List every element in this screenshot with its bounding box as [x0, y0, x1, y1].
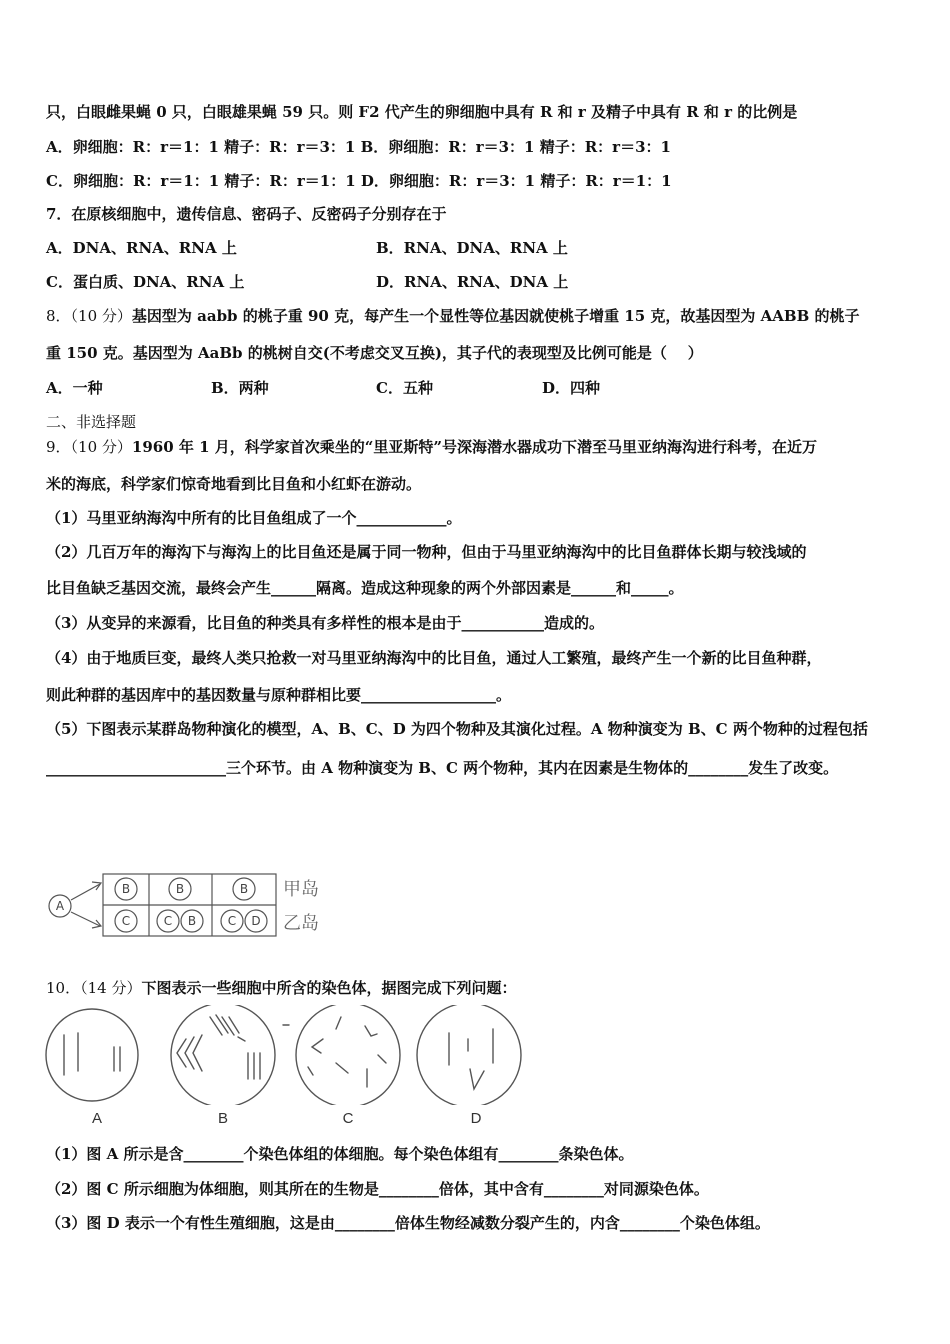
q10-stem-text: 下图表示一些细胞中所含的染色体，据图完成下列问题：	[141, 979, 517, 997]
q10-score: （14 分）	[80, 979, 142, 997]
q9-score: （10 分）	[70, 438, 132, 456]
q10-number: 10．	[46, 979, 81, 997]
q8-number: 8．	[46, 307, 71, 325]
species-label: B	[175, 882, 185, 896]
q7-option-b: B．RNA、DNA、RNA 上	[376, 239, 568, 257]
q9-part-2-line-1: （2）几百万年的海沟下与海沟上的比目鱼还是属于同一物种，但由于马里亚纳海沟中的比目鱼群体长期与较浅域的	[46, 543, 807, 561]
cell-a	[46, 1009, 138, 1101]
q9-part-4-line-2: 则此种群的基因库中的基因数量与原种群相比要__________________。	[46, 686, 512, 704]
q7-option-d: D．RNA、RNA、DNA 上	[376, 273, 569, 291]
species-label: B	[239, 882, 249, 896]
q7-stem: 7．在原核细胞中，遗传信息、密码子、反密码子分别存在于	[46, 205, 447, 223]
q9-part-5-line-1: （5）下图表示某群岛物种演化的模型，A、B、C、D 为四个物种及其演化过程。A 物种演变为 B、C 两个物种的过程包括	[46, 720, 868, 738]
q9-stem-line-1	[46, 437, 817, 457]
q8-option-b: B．两种	[211, 379, 269, 397]
q9-part-1: （1）马里亚纳海沟中所有的比目鱼组成了一个____________。	[46, 509, 462, 527]
q8-option-d: D．四种	[542, 379, 601, 397]
section-title-non-choice: 二、非选择题	[46, 413, 137, 431]
species-label: D	[251, 914, 261, 928]
species-a-label: A	[55, 899, 65, 913]
species-label: C	[121, 914, 131, 928]
species-label: C	[163, 914, 173, 928]
island-jia-label: 甲岛	[283, 879, 319, 900]
q8-score: （10 分）	[70, 307, 132, 325]
cell-c	[296, 1005, 400, 1105]
q6-options-cd: C．卵细胞：R：r＝1：1 精子：R：r＝1：1 D．卵细胞：R：r＝3：1 精子：R：r＝1：1	[46, 172, 672, 190]
q6-stem-continuation: 只，白眼雌果蝇 0 只，白眼雄果蝇 59 只。则 F2 代产生的卵细胞中具有 R 和 r 及精子中具有 R 和 r 的比例是	[46, 103, 798, 121]
cell-c-caption: C	[342, 1110, 354, 1127]
species-label: B	[121, 882, 131, 896]
chromosome-cells-figure	[40, 1005, 530, 1105]
q10-part-1: （1）图 A 所示是含________个染色体组的体细胞。每个染色体组有________条染色体。	[46, 1145, 634, 1163]
cell-d-caption: D	[470, 1110, 482, 1127]
species-label: B	[187, 914, 197, 928]
q10-part-2: （2）图 C 所示细胞为体细胞，则其所在的生物是________倍体，其中含有________对同源染色体。	[46, 1180, 709, 1198]
q9-stem-1: 1960 年 1 月，科学家首次乘坐的“里亚斯特”号深海潜水器成功下潜至马里亚纳海沟进行科考，在近万	[131, 438, 818, 456]
cell-a-caption: A	[91, 1110, 102, 1127]
island-evolution-diagram	[40, 866, 340, 942]
cell-b-caption: B	[217, 1110, 228, 1127]
q8-stem-line-2: 重 150 克。基因型为 AaBb 的桃树自交(不考虑交叉互换)，其子代的表现型及比例可能是（ ）	[46, 344, 703, 362]
q9-part-3: （3）从变异的来源看，比目鱼的种类具有多样性的根本是由于___________造成的。	[46, 614, 604, 632]
island-yi-label: 乙岛	[283, 913, 319, 934]
cell-d	[417, 1005, 521, 1105]
q10-stem	[46, 978, 516, 998]
q8-option-c: C．五种	[376, 379, 433, 397]
q6-options-ab: A．卵细胞：R：r＝1：1 精子：R：r＝3：1 B．卵细胞：R：r＝3：1 精子：R：r＝3：1	[46, 138, 671, 156]
q9-stem-line-2: 米的海底，科学家们惊奇地看到比目鱼和小红虾在游动。	[46, 475, 422, 493]
q7-option-c: C．蛋白质、DNA、RNA 上	[46, 273, 245, 291]
q7-option-a: A．DNA、RNA、RNA 上	[46, 239, 237, 257]
q8-option-a: A．一种	[46, 379, 103, 397]
species-label: C	[227, 914, 237, 928]
q9-number: 9．	[46, 438, 71, 456]
q9-part-5-line-2: ________________________三个环节。由 A 物种演变为 B、C 两个物种，其内在因素是生物体的________发生了改变。	[46, 759, 839, 777]
cell-b	[171, 1005, 289, 1105]
q9-part-4-line-1: （4）由于地质巨变，最终人类只抢救一对马里亚纳海沟中的比目鱼，通过人工繁殖，最终产生一个新的比目鱼种群，	[46, 649, 822, 667]
q8-stem-line-1	[46, 306, 859, 326]
q8-stem-1: 基因型为 aabb 的桃子重 90 克，每产生一个显性等位基因就使桃子增重 15 克，故基因型为 AABB 的桃子	[131, 307, 860, 325]
q10-part-3: （3）图 D 表示一个有性生殖细胞，这是由________倍体生物经减数分裂产生的，内含________个染色体组。	[46, 1214, 770, 1232]
q9-part-2-line-2: 比目鱼缺乏基因交流，最终会产生______隔离。造成这种现象的两个外部因素是______和_____。	[46, 579, 684, 597]
